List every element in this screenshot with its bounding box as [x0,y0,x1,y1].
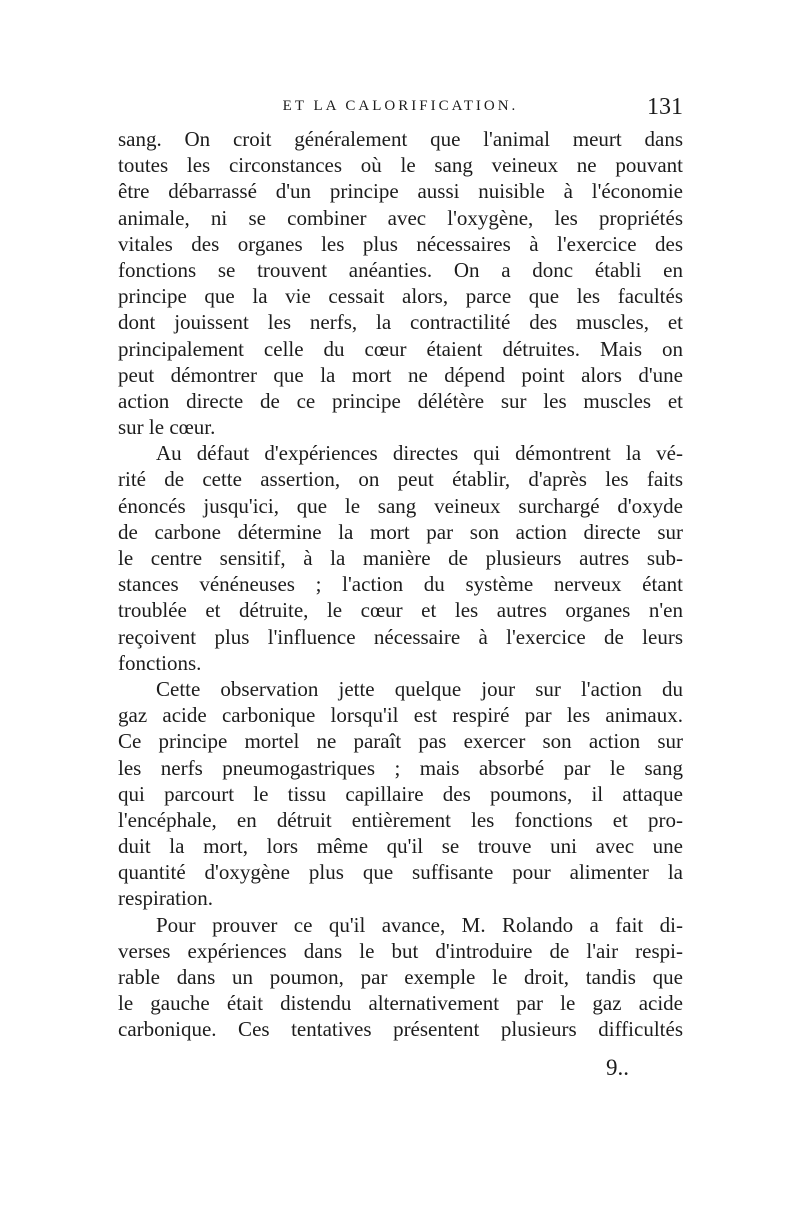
text-line: énoncés jusqu'ici, que le sang veineux surchargé d'oxyde [118,493,683,518]
text-line: dont jouissent les nerfs, la contractilité des muscles, et [118,310,683,335]
text-line: stances vénéneuses ; l'action du système nerveux étant [118,572,683,597]
text-line: gaz acide carbonique lorsqu'il est respiré par les animaux. [118,703,683,728]
text-line: rité de cette assertion, on peut établir, d'après les faits [118,467,683,492]
text-line: sang. On croit généralement que l'animal meurt dans [118,127,683,151]
text-line: les nerfs pneumogastriques ; mais absorbé par le sang [118,755,683,780]
text-line: peut démontrer que la mort ne dépend point alors d'une [118,362,683,387]
text-line: action directe de ce principe délétère sur les muscles et [118,388,683,413]
text-line: principalement celle du cœur étaient détruites. Mais on [118,336,683,361]
text-line: le gauche était distendu alternativement par le gaz acide [118,991,683,1016]
text-line: toutes les circonstances où le sang veineux ne pouvant [118,153,683,178]
text-line: carbonique. Ces tentatives présentent plusieurs difficultés [118,1017,683,1042]
text-line: fonctions. [118,650,202,675]
text-line: troublée et détruite, le cœur et les autres organes n'en [118,598,683,623]
running-head [118,94,683,124]
text-line: vitales des organes les plus nécessaires à l'exercice des [118,231,683,256]
text-line: verses expériences dans le but d'introduire de l'air respi- [118,938,683,963]
paragraph-start-line: Au défaut d'expériences directes qui démontrent la vé- [156,441,683,466]
text-line: Ce principe mortel ne paraît pas exercer son action sur [118,729,683,754]
text-line: respiration. [118,886,214,911]
text-line: reçoivent plus l'influence nécessaire à l'exercice de leurs [118,624,683,649]
text-line: le centre sensitif, à la manière de plusieurs autres sub- [118,546,683,570]
text-line: sur le cœur. [118,415,216,440]
text-line: être débarrassé d'un principe aussi nuisible à l'économie [118,179,683,204]
text-line: animale, ni se combiner avec l'oxygène, les propriétés [118,205,683,230]
running-title: ET LA CALORIFICATION. [282,98,519,114]
text-line: principe que la vie cessait alors, parce que les facultés [118,284,683,309]
text-line: de carbone détermine la mort par son action directe sur [118,519,683,544]
text-line: duit la mort, lors même qu'il se trouve uni avec une [118,834,683,859]
text-line: rable dans un poumon, par exemple le droit, tandis que [118,965,683,989]
text-line: fonctions se trouvent anéanties. On a donc établi en [118,257,683,282]
text-line: qui parcourt le tissu capillaire des poumons, il attaque [118,781,683,806]
paragraph-start-line: Cette observation jette quelque jour sur l'action du [156,676,683,701]
paragraph-start-line: Pour prouver ce qu'il avance, M. Rolando a fait di- [156,912,683,937]
text-line: quantité d'oxygène plus que suffisante pour alimenter la [118,860,683,885]
body-text [118,126,683,1043]
signature-mark: 9.. [606,1055,629,1080]
text-line: l'encéphale, en détruit entièrement les fonctions et pro- [118,807,683,832]
page-number: 131 [647,94,683,120]
